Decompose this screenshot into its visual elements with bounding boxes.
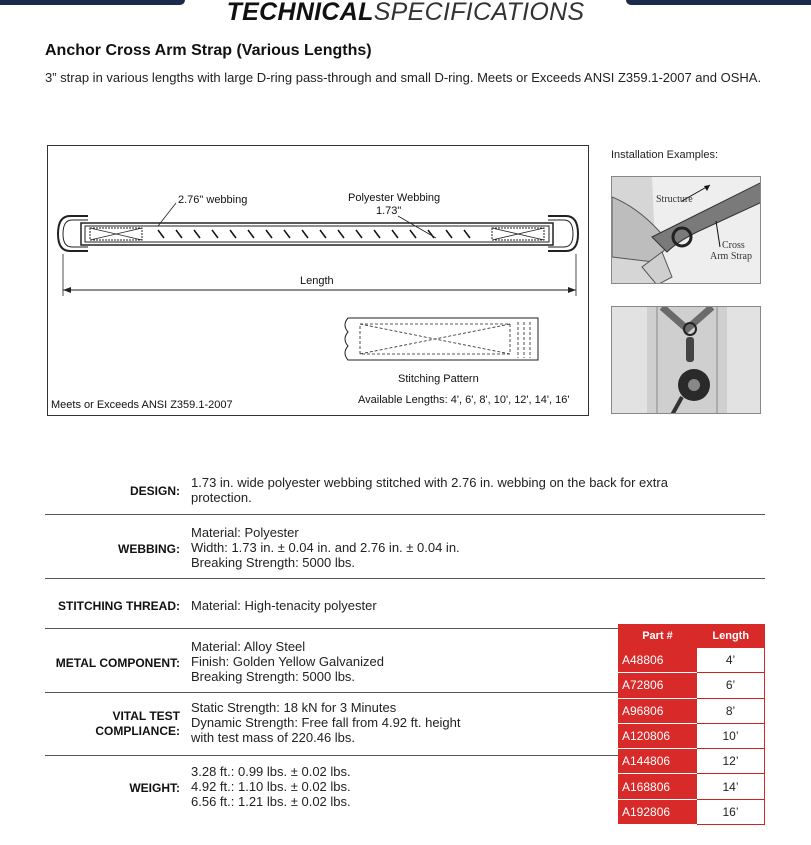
spec-line: Material: Alloy Steel bbox=[191, 639, 306, 654]
available-lengths-label: Available Lengths: 4', 6', 8', 10', 12', 14', 16' bbox=[358, 394, 570, 406]
part-number-cell: A48806 bbox=[618, 648, 697, 673]
spec-divider bbox=[45, 514, 765, 515]
spec-divider bbox=[45, 692, 618, 693]
spec-line: with test mass of 220.46 lbs. bbox=[191, 730, 356, 745]
table-row bbox=[618, 698, 765, 723]
spec-label-line: VITAL TEST bbox=[112, 709, 180, 723]
part-number-header: Part # bbox=[618, 624, 697, 648]
spec-line: 3.28 ft.: 0.99 lbs. ± 0.02 lbs. bbox=[191, 764, 351, 779]
length-label: Length bbox=[300, 275, 334, 287]
spec-label: DESIGN: bbox=[129, 484, 180, 498]
page-title-bold: TECHNICAL bbox=[226, 0, 374, 26]
table-row bbox=[618, 648, 765, 673]
spec-line: Finish: Golden Yellow Galvanized bbox=[191, 654, 384, 669]
spec-label: WEIGHT: bbox=[129, 781, 180, 795]
strap-diagram bbox=[47, 145, 589, 416]
polyester-width-label: 1.73" bbox=[376, 205, 402, 217]
structure-label: Structure bbox=[656, 194, 693, 205]
cross-label: Cross bbox=[722, 240, 745, 251]
webbing-276-label: 2.76" webbing bbox=[178, 194, 248, 206]
arm-strap-label: Arm Strap bbox=[710, 251, 752, 262]
spec-divider bbox=[45, 578, 765, 579]
installation-photo-2 bbox=[611, 306, 761, 414]
part-number-table bbox=[618, 624, 765, 825]
product-title: Anchor Cross Arm Strap (Various Lengths) bbox=[45, 42, 372, 59]
spec-line: Material: Polyester bbox=[191, 525, 299, 540]
length-cell: 12’ bbox=[697, 749, 765, 774]
spec-line: Material: High-tenacity polyester bbox=[191, 598, 377, 613]
table-row bbox=[618, 749, 765, 774]
length-cell: 10’ bbox=[697, 723, 765, 748]
spec-label: METAL COMPONENT: bbox=[55, 656, 180, 670]
part-number-cell: A120806 bbox=[618, 723, 697, 748]
spec-line: Dynamic Strength: Free fall from 4.92 ft. height bbox=[191, 715, 461, 730]
length-cell: 4’ bbox=[697, 648, 765, 673]
part-number-cell: A96806 bbox=[618, 698, 697, 723]
table-row bbox=[618, 774, 765, 799]
table-row bbox=[618, 799, 765, 824]
length-header: Length bbox=[697, 624, 765, 648]
polyester-webbing-label: Polyester Webbing bbox=[348, 192, 441, 204]
spec-line: protection. bbox=[191, 490, 252, 505]
part-number-cell: A168806 bbox=[618, 774, 697, 799]
table-row bbox=[618, 673, 765, 698]
spec-divider bbox=[45, 628, 618, 629]
spec-line: 1.73 in. wide polyester webbing stitched with 2.76 in. webbing on the back for extra bbox=[191, 475, 668, 490]
part-number-cell: A144806 bbox=[618, 749, 697, 774]
page-title-light: SPECIFICATIONS bbox=[373, 0, 585, 26]
spec-line: Static Strength: 18 kN for 3 Minutes bbox=[191, 700, 397, 715]
table-header-row bbox=[618, 624, 765, 648]
part-number-cell: A72806 bbox=[618, 673, 697, 698]
spec-label bbox=[45, 709, 180, 739]
part-number-cell: A192806 bbox=[618, 799, 697, 824]
spec-line: Breaking Strength: 5000 lbs. bbox=[191, 555, 356, 570]
spec-label: WEBBING: bbox=[118, 542, 180, 556]
spec-line: 4.92 ft.: 1.10 lbs. ± 0.02 lbs. bbox=[191, 779, 351, 794]
installation-photo-1 bbox=[611, 176, 761, 284]
product-description: 3” strap in various lengths with large D-ring pass-through and small D-ring. Meets or Exceeds ANSI Z359.1-2007 and OSHA. bbox=[45, 70, 762, 85]
spec-label: STITCHING THREAD: bbox=[58, 599, 180, 613]
spec-value bbox=[191, 525, 766, 570]
spec-line: Breaking Strength: 5000 lbs. bbox=[191, 669, 356, 684]
spec-value bbox=[191, 475, 766, 505]
length-cell: 14’ bbox=[697, 774, 765, 799]
spec-divider bbox=[45, 755, 618, 756]
meets-standard-label: Meets or Exceeds ANSI Z359.1-2007 bbox=[51, 399, 233, 411]
stitching-pattern-label: Stitching Pattern bbox=[398, 373, 479, 385]
length-cell: 8’ bbox=[697, 698, 765, 723]
spec-value bbox=[191, 598, 766, 613]
spec-line: Width: 1.73 in. ± 0.04 in. and 2.76 in. ± 0.04 in. bbox=[191, 540, 460, 555]
installation-examples-label: Installation Examples: bbox=[611, 149, 718, 161]
length-cell: 6’ bbox=[697, 673, 765, 698]
spec-line: 6.56 ft.: 1.21 lbs. ± 0.02 lbs. bbox=[191, 794, 351, 809]
spec-label-line: COMPLIANCE: bbox=[95, 724, 180, 738]
page-title bbox=[0, 0, 811, 27]
table-row bbox=[618, 723, 765, 748]
length-cell: 16’ bbox=[697, 799, 765, 824]
